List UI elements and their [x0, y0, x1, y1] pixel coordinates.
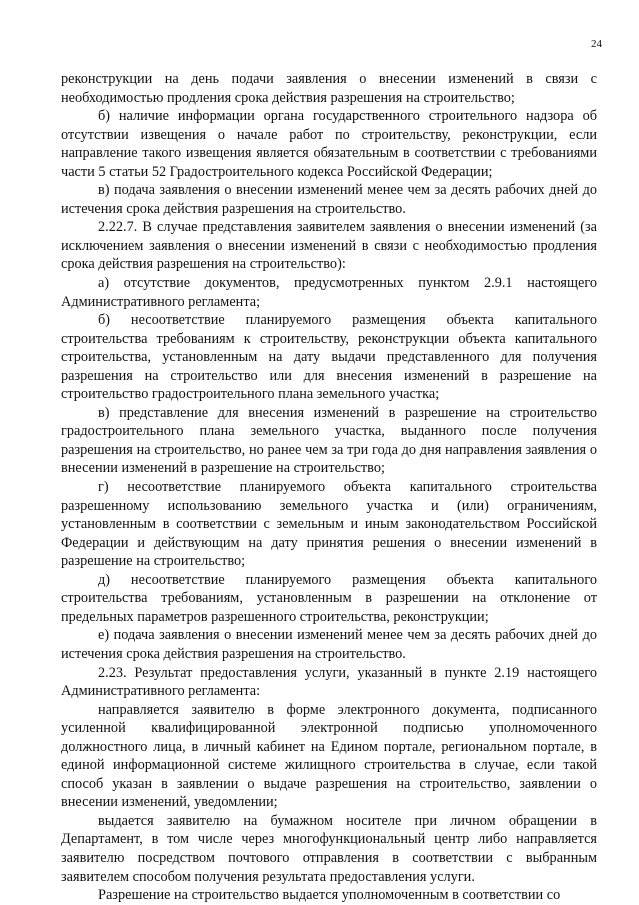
- paragraph: в) подача заявления о внесении изменений менее чем за десять рабочих дней до истечения срока действия разрешения на строительство.: [61, 182, 597, 217]
- document-body: [61, 70, 597, 905]
- paragraph: д) несоответствие планируемого размещения объекта капитального строительства требованиям, установленным в разрешении на отклонение от предельных параметров разрешенного строительства, реконструкции;: [61, 571, 597, 625]
- paragraph: реконструкции на день подачи заявления о внесении изменений в связи с необходимостью продления срока действия разрешения на строительство;: [61, 71, 597, 106]
- paragraph: направляется заявителю в форме электронного документа, подписанного усиленной квалифицированной электронной подписью уполномоченного должностного лица, в личный кабинет на Едином портале, региональном портале, в единой информационной системе жилищного строительства в случае, если такой способ указан в заявлении о выдаче разрешения на строительство, заявлении о внесении изменений, уведомлении;: [61, 701, 597, 811]
- paragraph: 2.22.7. В случае представления заявителем заявления о внесении изменений (за исключением заявления о внесении изменений в связи с необходимостью продления срока действия разрешения на строительство):: [61, 219, 597, 273]
- paragraph: Разрешение на строительство выдается уполномоченным в соответствии со: [98, 887, 561, 904]
- paragraph: б) несоответствие планируемого размещения объекта капитального строительства требованиям к строительству, реконструкции объекта капитального строительства, установленным на дату выдачи представленного для получения разрешения на строительство или для внесения изменений в разрешение на строительство градостроительного плана земельного участка;: [61, 312, 597, 403]
- paragraph: е) подача заявления о внесении изменений менее чем за десять рабочих дней до истечения срока действия разрешения на строительство.: [61, 627, 597, 662]
- page-number: 24: [591, 38, 602, 50]
- paragraph: выдается заявителю на бумажном носителе при личном обращении в Департамент, в том числе через многофункциональный центр либо направляется заявителю посредством почтового отправления в соответствии с выбранным заявителем способом получения результата предоставления услуги.: [61, 812, 597, 885]
- paragraph: а) отсутствие документов, предусмотренных пунктом 2.9.1 настоящего Административного регламента;: [61, 275, 597, 310]
- paragraph: в) представление для внесения изменений в разрешение на строительство градостроительного плана земельного участка, выданного после получения разрешения на строительство, но ранее чем за три года до дня направления заявления о внесении изменений в разрешение на строительство;: [61, 404, 597, 477]
- paragraph: г) несоответствие планируемого объекта капитального строительства разрешенному использованию земельного участка и (или) ограничениям, установленным в соответствии с земельным и иным законодательством Российской Федерации и действующим на дату принятия решения о внесении изменений в разрешение на строительство;: [61, 479, 597, 570]
- paragraph: б) наличие информации органа государственного строительного надзора об отсутствии извещения о начале работ по строительству, реконструкции, если направление такого извещения является обязательным в соответствии с требованиями части 5 статьи 52 Градостроительного кодекса Российской Федерации;: [61, 108, 597, 180]
- paragraph: 2.23. Результат предоставления услуги, указанный в пункте 2.19 настоящего Административного регламента:: [61, 664, 597, 700]
